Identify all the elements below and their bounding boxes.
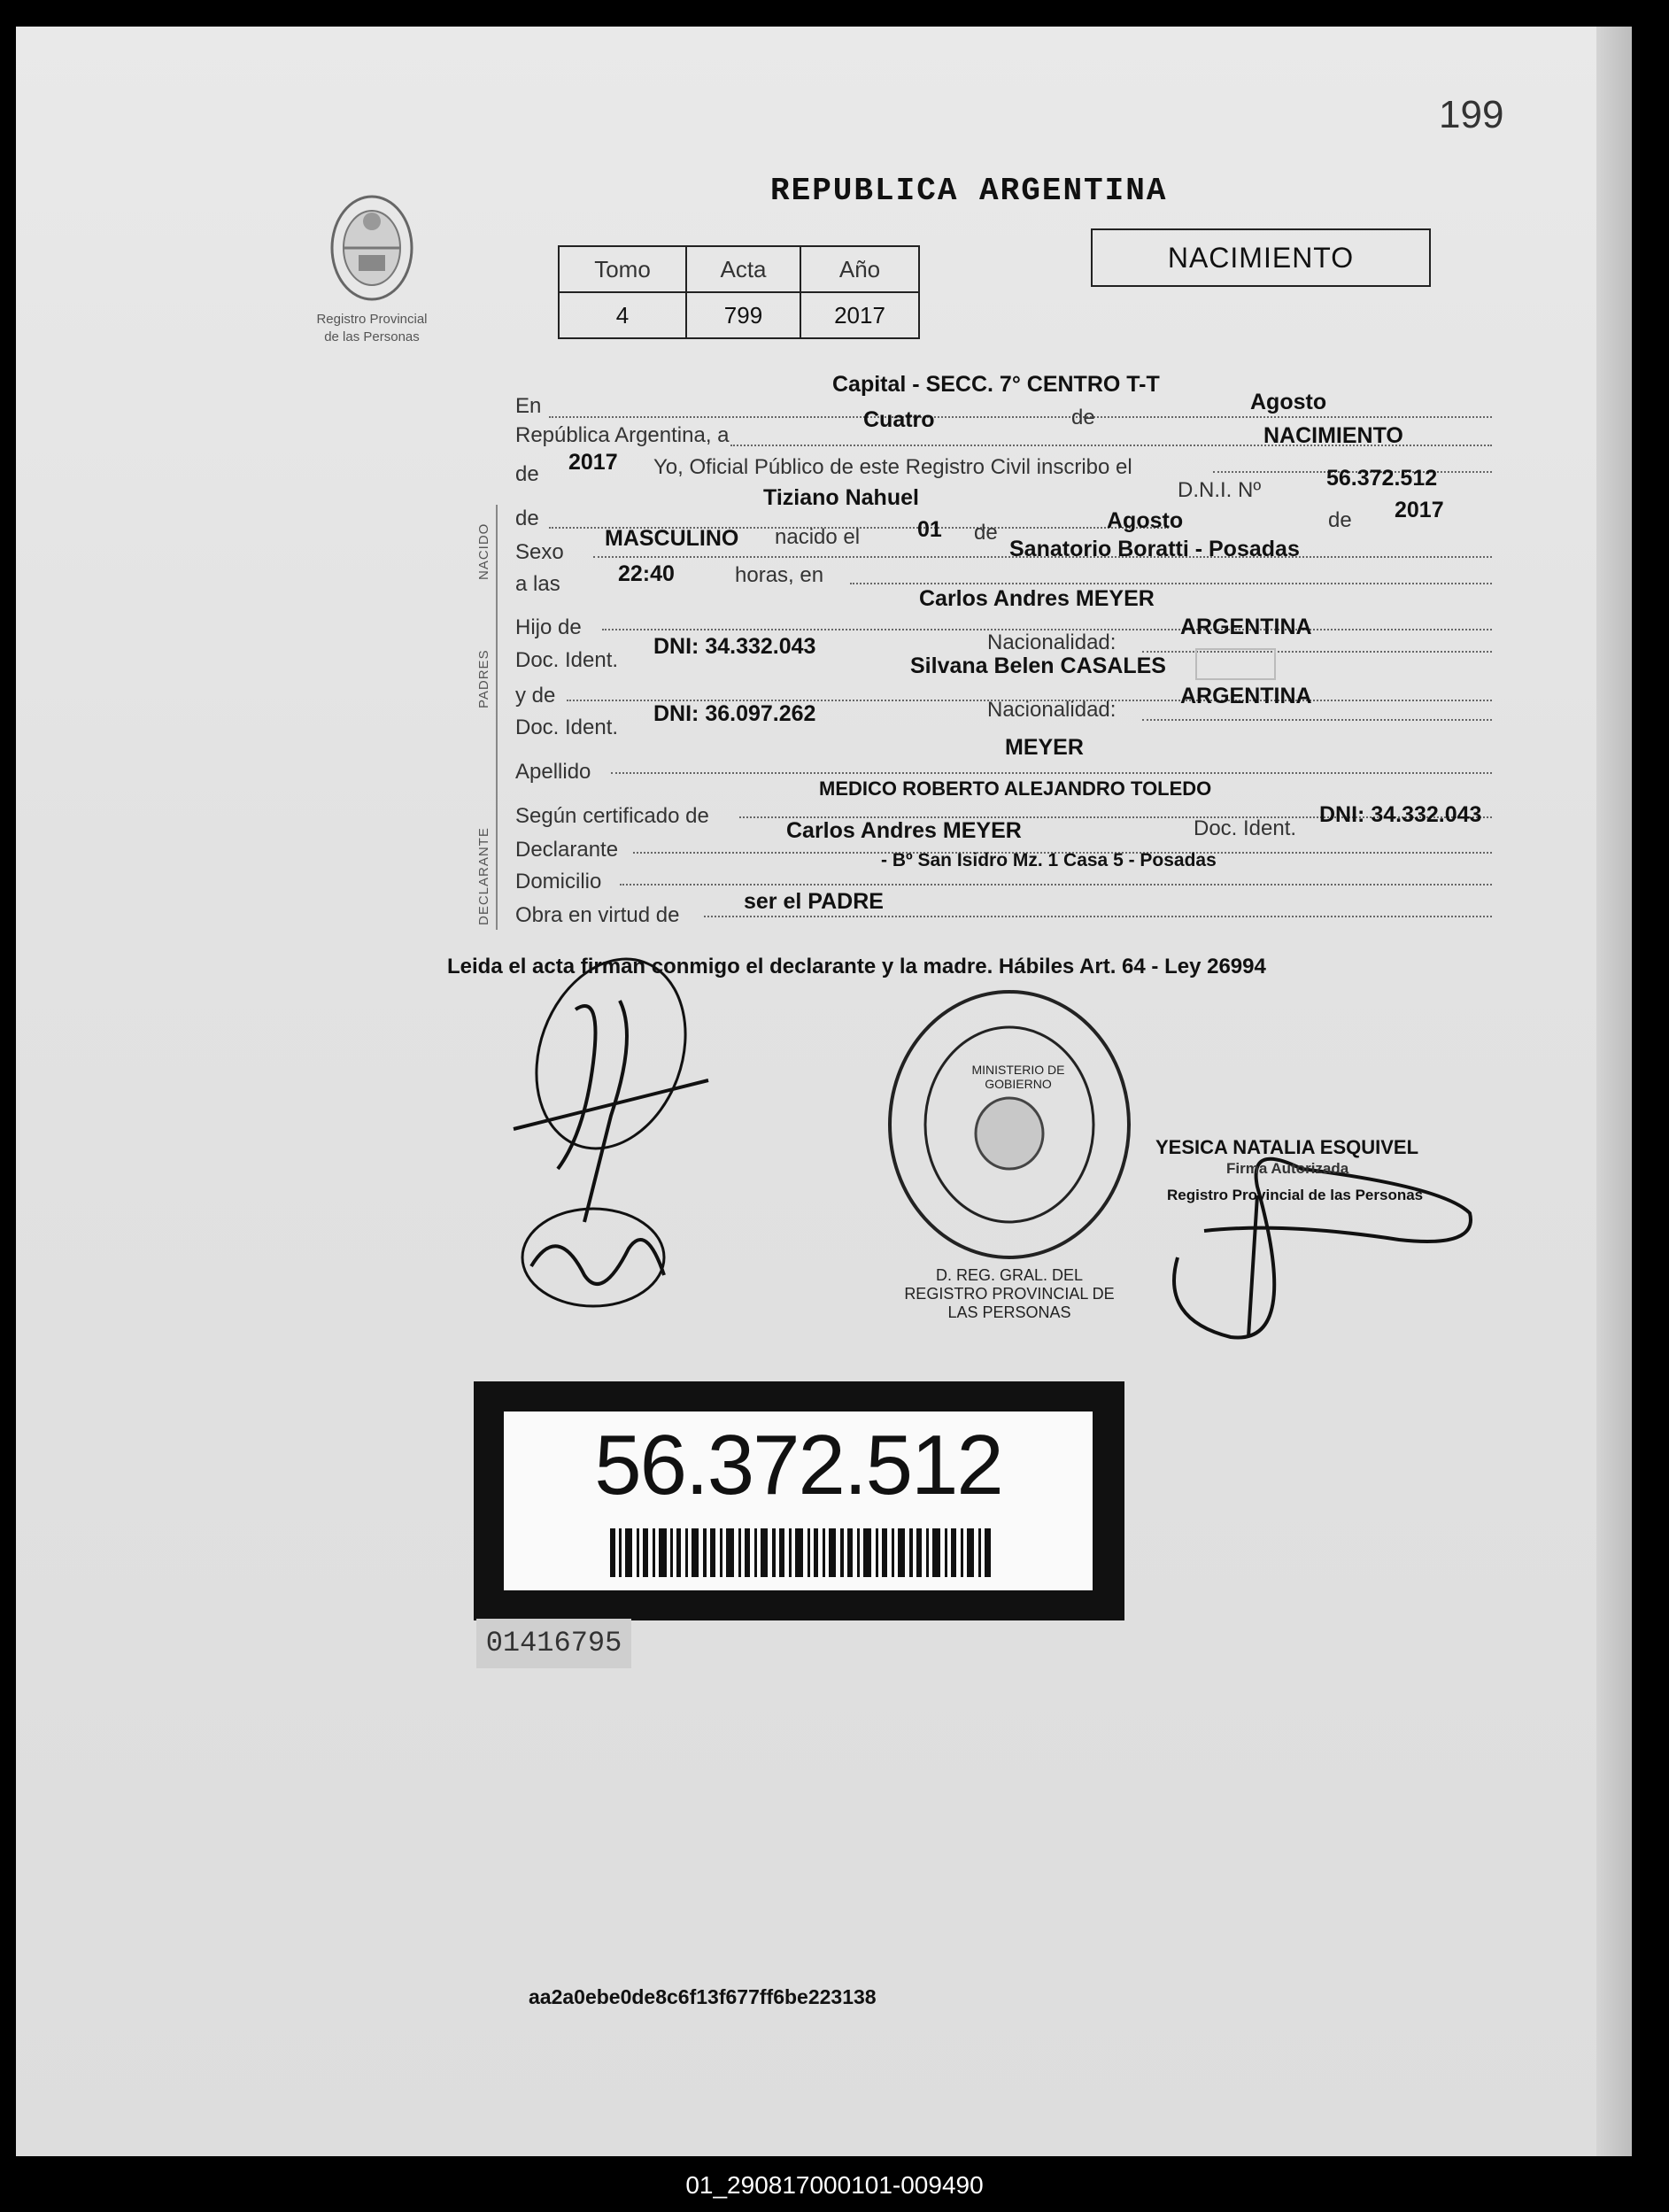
hijo-label: Hijo de bbox=[515, 615, 582, 639]
domicilio-value: - Bº San Isidro Mz. 1 Casa 5 - Posadas bbox=[881, 850, 1217, 870]
birth-year-value: 2017 bbox=[1395, 498, 1444, 522]
seal-caption-1: Registro Provincial bbox=[316, 312, 428, 327]
barcode-panel bbox=[504, 1412, 1093, 1590]
cert-value: MEDICO ROBERTO ALEJANDRO TOLEDO bbox=[819, 777, 1212, 800]
tomo-header: Tomo bbox=[559, 246, 686, 292]
dni-value: 56.372.512 bbox=[1326, 466, 1438, 491]
nac2-value: ARGENTINA bbox=[1180, 684, 1312, 708]
anio-value: 2017 bbox=[800, 292, 919, 338]
bleed-through-box bbox=[1195, 648, 1276, 680]
barcode-number: 56.372.512 bbox=[594, 1418, 1002, 1512]
provincial-seal bbox=[301, 186, 443, 345]
obra-value: ser el PADRE bbox=[744, 889, 884, 914]
coat-of-arms-icon bbox=[319, 186, 425, 310]
obra-label: Obra en virtud de bbox=[515, 903, 680, 927]
barcode-bars-icon bbox=[610, 1528, 991, 1577]
doc1-value: DNI: 34.332.043 bbox=[653, 634, 816, 659]
time-value: 22:40 bbox=[618, 561, 675, 586]
official-name: YESICA NATALIA ESQUIVEL bbox=[1155, 1136, 1419, 1158]
mother-value: Silvana Belen CASALES bbox=[910, 654, 1166, 678]
anio-header: Año bbox=[800, 246, 919, 292]
yde-label: y de bbox=[515, 684, 556, 708]
doc-ident-label: Doc. Ident. bbox=[515, 715, 619, 739]
de-label: de bbox=[1071, 406, 1095, 429]
dotted-line bbox=[704, 916, 1492, 917]
declarante-label: Declarante bbox=[515, 838, 619, 862]
month-value: Agosto bbox=[1250, 390, 1327, 414]
dotted-line bbox=[1142, 719, 1492, 721]
dotted-line bbox=[611, 772, 1492, 774]
seal-caption-2: de las Personas bbox=[324, 329, 420, 344]
official-role: Firma Autorizada bbox=[1226, 1160, 1349, 1177]
stamp-inner-text: MINISTERIO DE GOBIERNO bbox=[971, 1063, 1065, 1091]
dotted-line bbox=[850, 583, 1492, 584]
de-label: de bbox=[515, 507, 539, 530]
dni-label: D.N.I. Nº bbox=[1178, 478, 1262, 502]
domicilio-label: Domicilio bbox=[515, 870, 602, 893]
birth-day-value: 01 bbox=[917, 517, 942, 542]
apellido-label: Apellido bbox=[515, 760, 591, 784]
document-page bbox=[16, 27, 1632, 2156]
birth-month-value: Agosto bbox=[1107, 508, 1184, 533]
side-label-padres: PADRES bbox=[476, 649, 491, 708]
control-number: 01416795 bbox=[476, 1619, 631, 1668]
de-label: de bbox=[515, 462, 539, 486]
side-label-nacido: NACIDO bbox=[476, 522, 491, 580]
father-value: Carlos Andres MEYER bbox=[919, 586, 1155, 611]
declarante-value: Carlos Andres MEYER bbox=[786, 818, 1022, 843]
act-value: NACIMIENTO bbox=[1263, 423, 1403, 448]
document-title: REPUBLICA ARGENTINA bbox=[770, 173, 1168, 209]
en-value: Capital - SECC. 7° CENTRO T-T bbox=[832, 372, 1160, 397]
dotted-line bbox=[549, 416, 1492, 418]
doc2-value: DNI: 36.097.262 bbox=[653, 701, 816, 726]
nacionalidad-label: Nacionalidad: bbox=[987, 698, 1117, 722]
declarant-signature-icon bbox=[496, 956, 726, 1328]
nac1-value: ARGENTINA bbox=[1180, 615, 1312, 639]
place-value: Sanatorio Boratti - Posadas bbox=[1009, 537, 1300, 561]
name-value: Tiziano Nahuel bbox=[763, 485, 919, 510]
doc-ident-label: Doc. Ident. bbox=[1194, 816, 1297, 840]
day-value: Cuatro bbox=[863, 407, 935, 432]
doc3-value: DNI: 34.332.043 bbox=[1319, 802, 1482, 827]
de-label: de bbox=[1328, 508, 1352, 532]
record-type-box: NACIMIENTO bbox=[1091, 228, 1431, 287]
tomo-value: 4 bbox=[559, 292, 686, 338]
side-divider bbox=[496, 505, 498, 930]
sexo-label: Sexo bbox=[515, 540, 564, 564]
rep-label: República Argentina, a bbox=[515, 423, 730, 447]
closing-statement: Leida el acta firman conmigo el declarante y la madre. Hábiles Art. 64 - Ley 26994 bbox=[447, 955, 1266, 978]
nacionalidad-label: Nacionalidad: bbox=[987, 630, 1117, 654]
dotted-line bbox=[620, 884, 1492, 886]
alas-label: a las bbox=[515, 572, 560, 596]
barcode-label bbox=[474, 1381, 1124, 1620]
horas-label: horas, en bbox=[735, 563, 824, 587]
page-number: 199 bbox=[1439, 93, 1504, 136]
inscribo-label: Yo, Oficial Público de este Registro Civil inscribo el bbox=[653, 455, 1132, 479]
side-label-declarante: DECLARANTE bbox=[476, 827, 491, 925]
page-edge bbox=[1596, 27, 1632, 2156]
file-id: 01_290817000101-009490 bbox=[685, 2171, 984, 2199]
document-hash: aa2a0ebe0de8c6f13f677ff6be223138 bbox=[529, 1985, 877, 2008]
register-table bbox=[558, 245, 920, 339]
sexo-value: MASCULINO bbox=[605, 526, 739, 551]
de-label: de bbox=[974, 521, 998, 545]
year-value: 2017 bbox=[568, 450, 618, 475]
certificado-label: Según certificado de bbox=[515, 804, 709, 828]
official-stamp-icon bbox=[881, 983, 1138, 1266]
acta-header: Acta bbox=[686, 246, 800, 292]
doc-ident-label: Doc. Ident. bbox=[515, 648, 619, 672]
official-office: Registro Provincial de las Personas bbox=[1167, 1187, 1424, 1203]
acta-value: 799 bbox=[686, 292, 800, 338]
apellido-value: MEYER bbox=[1005, 735, 1084, 760]
stamp-outer-text: D. REG. GRAL. DEL REGISTRO PROVINCIAL DE LAS PERSONAS bbox=[904, 1266, 1115, 1321]
en-label: En bbox=[515, 394, 542, 418]
nacido-label: nacido el bbox=[775, 525, 861, 549]
